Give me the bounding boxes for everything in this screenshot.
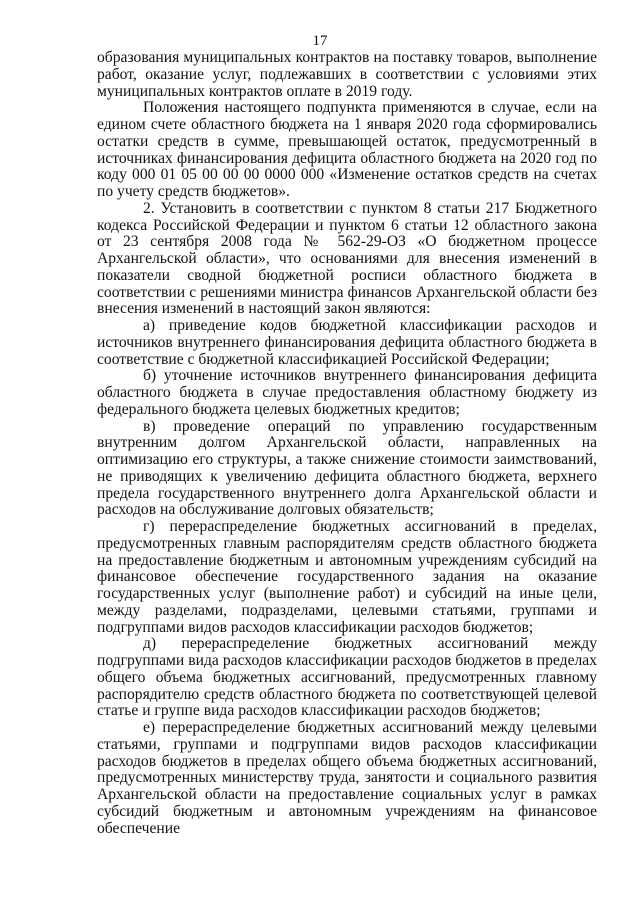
paragraph-continuation: образования муниципальных контрактов на поставку товаров, выполнение работ, оказание услуг, подлежавших в соответствии с условиями этих муниципальных контрактов оплате в 2019 году. bbox=[97, 49, 597, 100]
paragraph-subitem-a: а) приведение кодов бюджетной классификации расходов и источников внутреннего финансирования дефицита областного бюджета в соответствие с бюджетной классификацией Российской Федерации; bbox=[97, 317, 597, 368]
paragraph-subitem-d: д) перераспределение бюджетных ассигнований между подгруппами вида расходов классификации расходов бюджетов в пределах общего объема бюджетных ассигнований, предусмотренных главному распорядителю средств областного бюджета по соответствующей целевой статье и группе вида расходов классификации расходов бюджетов; bbox=[97, 635, 597, 720]
paragraph-subitem-b: б) уточнение источников внутреннего финансирования дефицита областного бюджета в случае предоставления областному бюджету из федерального бюджета целевых бюджетных кредитов; bbox=[97, 367, 597, 418]
paragraph-subitem-g: г) перераспределение бюджетных ассигнований в пределах, предусмотренных главным распорядителям средств областного бюджета на предоставление бюджетным и автономным учреждениям субсидий на финансовое обеспечение государственного задания на оказание государственных услуг (выполнение работ) и субсидий на иные цели, между разделами, подразделами, целевыми статьями, группами и подгруппами видов расходов классификации расходов бюджетов; bbox=[97, 518, 597, 636]
paragraph-subclause-provisions: Положения настоящего подпункта применяются в случае, если на едином счете областного бюджета на 1 января 2020 года сформировались остатки средств в сумме, превышающей остаток, предусмотренный в источниках финансирования дефицита областного бюджета на 2020 год по коду 000 01 05 00 00 00 0000 000 «Изменение остатков средств на счетах по учету средств бюджетов». bbox=[97, 99, 597, 200]
paragraph-subitem-v: в) проведение операций по управлению государственным внутренним долгом Архангельской области, направленных на оптимизацию его структуры, а также снижение стоимости заимствований, не приводящих к увеличению дефицита областного бюджета, верхнего предела государственного внутреннего долга Архангельской области и расходов на обслуживание долговых обязательств; bbox=[97, 417, 597, 519]
paragraph-subitem-e: е) перераспределение бюджетных ассигнований между целевыми статьями, группами и подгруппами видов расходов классификации расходов бюджетов в пределах общего объема бюджетных ассигнований, предусмотренных министерству труда, занятости и социального развития Архангельской области на предоставление социальных услуг в рамках субсидий бюджетным и автономным учреждениям на финансовое обеспечение bbox=[97, 719, 597, 837]
document-body bbox=[97, 50, 597, 837]
paragraph-item-2: 2. Установить в соответствии с пунктом 8 статьи 217 Бюджетного кодекса Российской Федерации и пунктом 6 статьи 12 областного закона от 23 сентября 2008 года № 562-29-ОЗ «О бюджетном процессе Архангельской области», что основаниями для внесения изменений в показатели сводной бюджетной росписи областного бюджета в соответствии с решениями министра финансов Архангельской области без внесения изменений в настоящий закон являются: bbox=[97, 199, 597, 318]
page-number: 17 bbox=[312, 33, 328, 49]
